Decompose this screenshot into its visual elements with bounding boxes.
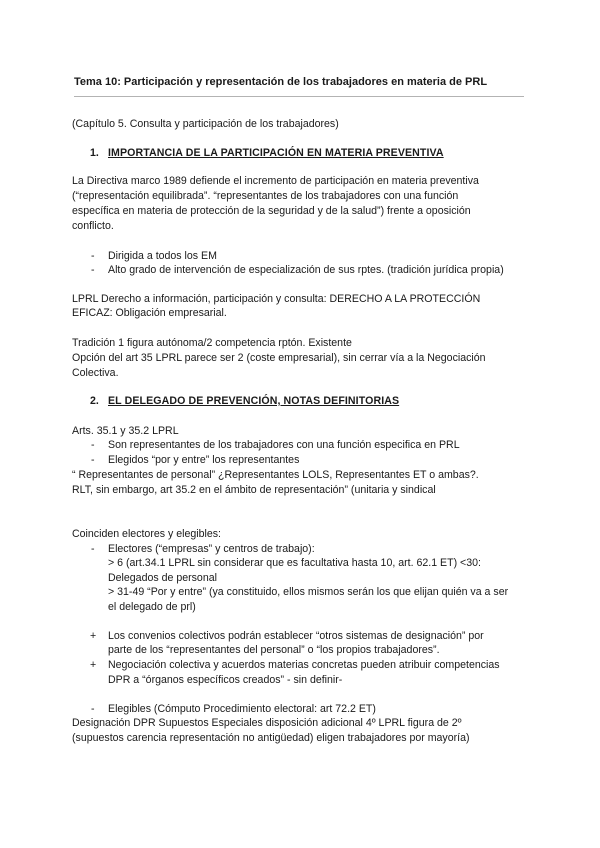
s2-q-line-2: RLT, sin embargo, art 35.2 en el ámbito de representación” (unitaria y sindical: [72, 484, 436, 496]
s1-bullet-2: Alto grado de intervención de especialización de sus rptes. (tradición jurídica propia): [108, 264, 504, 276]
bullet-dash: -: [91, 454, 95, 466]
bullet-dash: -: [91, 703, 95, 715]
s1-p3-line-1: Tradición 1 figura autónoma/2 competencia rptón. Existente: [72, 337, 352, 349]
plus1-line-2: parte de los “representantes del personal” o “los propios trabajadores”.: [108, 644, 440, 656]
s2-bullet-1: Son representantes de los trabajadores con una función especifica en PRL: [108, 439, 460, 451]
s2-coinciden: Coinciden electores y elegibles:: [72, 528, 221, 540]
bullet-dash: -: [91, 543, 95, 555]
bullet-dash: -: [91, 439, 95, 451]
s1-p1-line-3: específica en materia de protección de la seguridad y de la salud”) frente a oposición: [72, 205, 471, 217]
electores-line-4: > 31-49 “Por y entre” (ya constituido, ellos mismos serán los que elijan quién va a ser: [108, 586, 509, 598]
designacion-line-2: (supuestos carencia representación no antigüedad) eligen trabajadores por mayoría): [72, 732, 470, 744]
bullet-dash: -: [91, 250, 95, 262]
s1-p1-line-4: conflicto.: [72, 220, 114, 232]
s1-p3-line-3: Colectiva.: [72, 367, 119, 379]
bullet-plus: +: [90, 659, 97, 671]
s1-p3-line-2: Opción del art 35 LPRL parece ser 2 (coste empresarial), sin cerrar vía a la Negociación: [72, 352, 486, 364]
bullet-plus: +: [90, 630, 97, 642]
section-2-heading: EL DELEGADO DE PREVENCIÓN, NOTAS DEFINITORIAS: [108, 395, 400, 407]
elegibles-line: Elegibles (Cómputo Procedimiento electoral: art 72.2 ET): [108, 703, 376, 715]
plus1-line-1: Los convenios colectivos podrán establecer “otros sistemas de designación” por: [108, 630, 484, 642]
page-title: Tema 10: Participación y representación de los trabajadores en materia de PRL: [74, 76, 488, 88]
s1-p1-line-2: (“representación equilibrada”. “representantes de los trabajadores con una función: [72, 190, 459, 202]
section-1-heading: IMPORTANCIA DE LA PARTICIPACIÓN EN MATERIA PREVENTIVA: [108, 147, 444, 159]
title-divider: [74, 96, 524, 97]
section-2-number: 2.: [90, 395, 99, 407]
electores-line-2: > 6 (art.34.1 LPRL sin considerar que es facultativa hasta 10, art. 62.1 ET) <30:: [108, 557, 481, 569]
section-1-number: 1.: [90, 147, 99, 159]
chapter-note: (Capítulo 5. Consulta y participación de los trabajadores): [72, 118, 339, 130]
s1-p1-line-1: La Directiva marco 1989 defiende el incremento de participación en materia preventiva: [72, 175, 479, 187]
electores-line-5: el delegado de prl): [108, 601, 196, 613]
plus2-line-2: DPR a “órganos específicos creados” - sin definir-: [108, 674, 343, 686]
electores-line-1: Electores (“empresas” y centros de trabajo):: [108, 543, 315, 555]
bullet-dash: -: [91, 264, 95, 276]
s2-bullet-2: Elegidos “por y entre” los representantes: [108, 454, 300, 466]
s1-bullet-1: Dirigida a todos los EM: [108, 250, 217, 262]
s1-p2-line-1: LPRL Derecho a información, participación y consulta: DERECHO A LA PROTECCIÓN: [72, 293, 481, 305]
electores-line-3: Delegados de personal: [108, 572, 217, 584]
s2-arts: Arts. 35.1 y 35.2 LPRL: [72, 425, 179, 437]
s2-q-line-1: “ Representantes de personal” ¿Representantes LOLS, Representantes ET o ambas?.: [72, 469, 479, 481]
s1-p2-line-2: EFICAZ: Obligación empresarial.: [72, 307, 227, 319]
designacion-line-1: Designación DPR Supuestos Especiales disposición adicional 4º LPRL figura de 2º: [72, 717, 462, 729]
plus2-line-1: Negociación colectiva y acuerdos materias concretas pueden atribuir competencias: [108, 659, 500, 671]
